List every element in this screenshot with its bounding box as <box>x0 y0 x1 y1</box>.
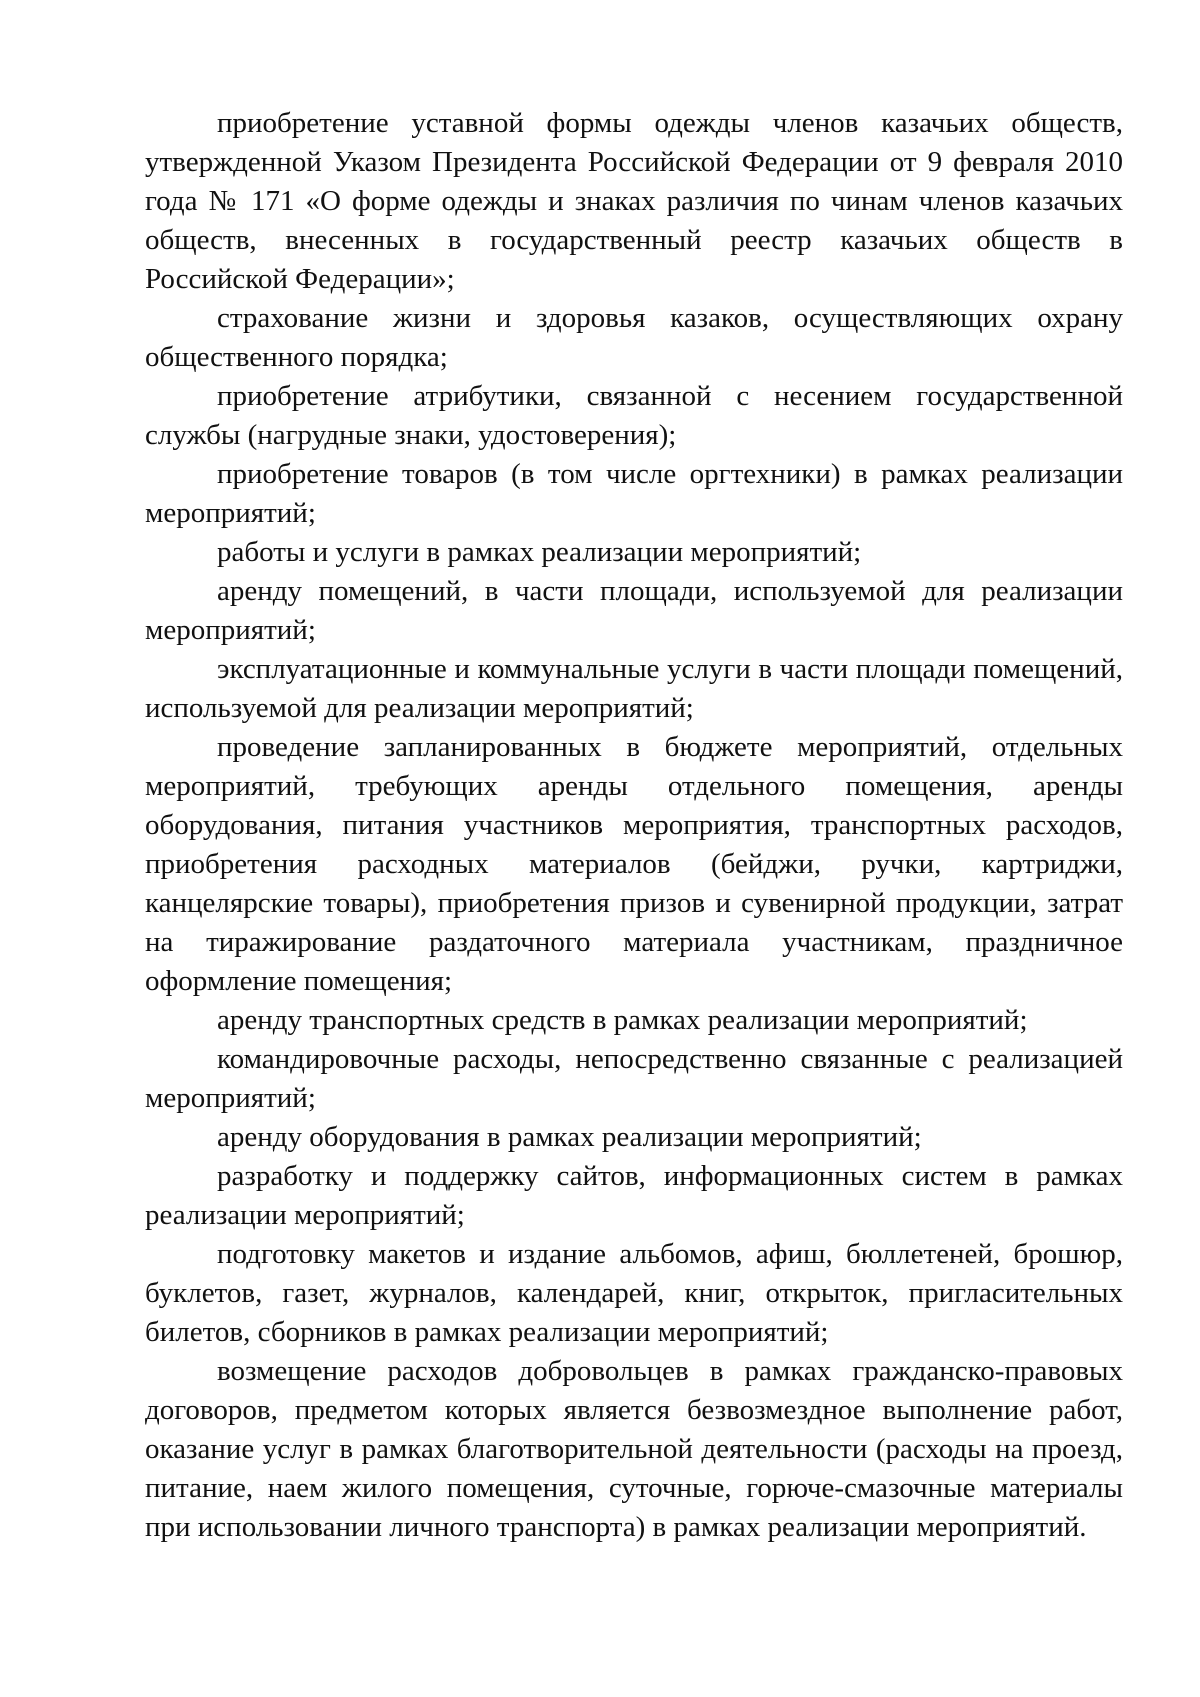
paragraph-equipment-rent: аренду оборудования в рамках реализации мероприятий; <box>217 1121 922 1153</box>
paragraph-premises-rent: аренду помещений, в части площади, используемой для реализации мероприятий; <box>145 575 1123 646</box>
paragraph-works-services: работы и услуги в рамках реализации мероприятий; <box>217 536 862 568</box>
paragraph-travel-expenses: командировочные расходы, непосредственно связанные с реализацией мероприятий; <box>145 1043 1123 1114</box>
paragraph-websites: разработку и поддержку сайтов, информационных систем в рамках реализации мероприятий; <box>145 1160 1123 1231</box>
paragraph-publications: подготовку макетов и издание альбомов, афиш, бюллетеней, брошюр, буклетов, газет, журналов, календарей, книг, открыток, пригласительных билетов, сборников в рамках реализации мероприятий; <box>145 1238 1123 1348</box>
paragraph-uniform: приобретение уставной формы одежды членов казачьих обществ, утвержденной Указом Президента Российской Федерации от 9 февраля 2010 года № 171 «О форме одежды и знаках различия по чинам членов казачьих обществ, внесенных в государственный реестр казачьих обществ в Российской Федерации»; <box>145 107 1123 295</box>
paragraph-insurance: страхование жизни и здоровья казаков, осуществляющих охрану общественного порядка; <box>145 302 1123 373</box>
paragraph-volunteers: возмещение расходов добровольцев в рамках гражданско-правовых договоров, предметом которых является безвозмездное выполнение работ, оказание услуг в рамках благотворительной деятельности (расходы на проезд, питание, наем жилого помещения, суточные, горюче-смазочные материалы при использовании личного транспорта) в рамках реализации мероприятий. <box>145 1355 1123 1543</box>
paragraph-utilities: эксплуатационные и коммунальные услуги в части площади помещений, используемой для реализации мероприятий; <box>145 653 1123 724</box>
paragraph-events: проведение запланированных в бюджете мероприятий, отдельных мероприятий, требующих аренды отдельного помещения, аренды оборудования, питания участников мероприятия, транспортных расходов, приобретения расходных материалов (бейджи, ручки, картриджи, канцелярские товары), приобретения призов и сувенирной продукции, затрат на тиражирование раздаточного материала участникам, праздничное оформление помещения; <box>145 731 1123 997</box>
paragraph-vehicle-rent: аренду транспортных средств в рамках реализации мероприятий; <box>217 1004 1028 1036</box>
paragraph-goods: приобретение товаров (в том числе оргтехники) в рамках реализации мероприятий; <box>145 458 1123 529</box>
paragraph-attributes: приобретение атрибутики, связанной с несением государственной службы (нагрудные знаки, удостоверения); <box>145 380 1123 451</box>
document-page <box>145 104 1123 1547</box>
